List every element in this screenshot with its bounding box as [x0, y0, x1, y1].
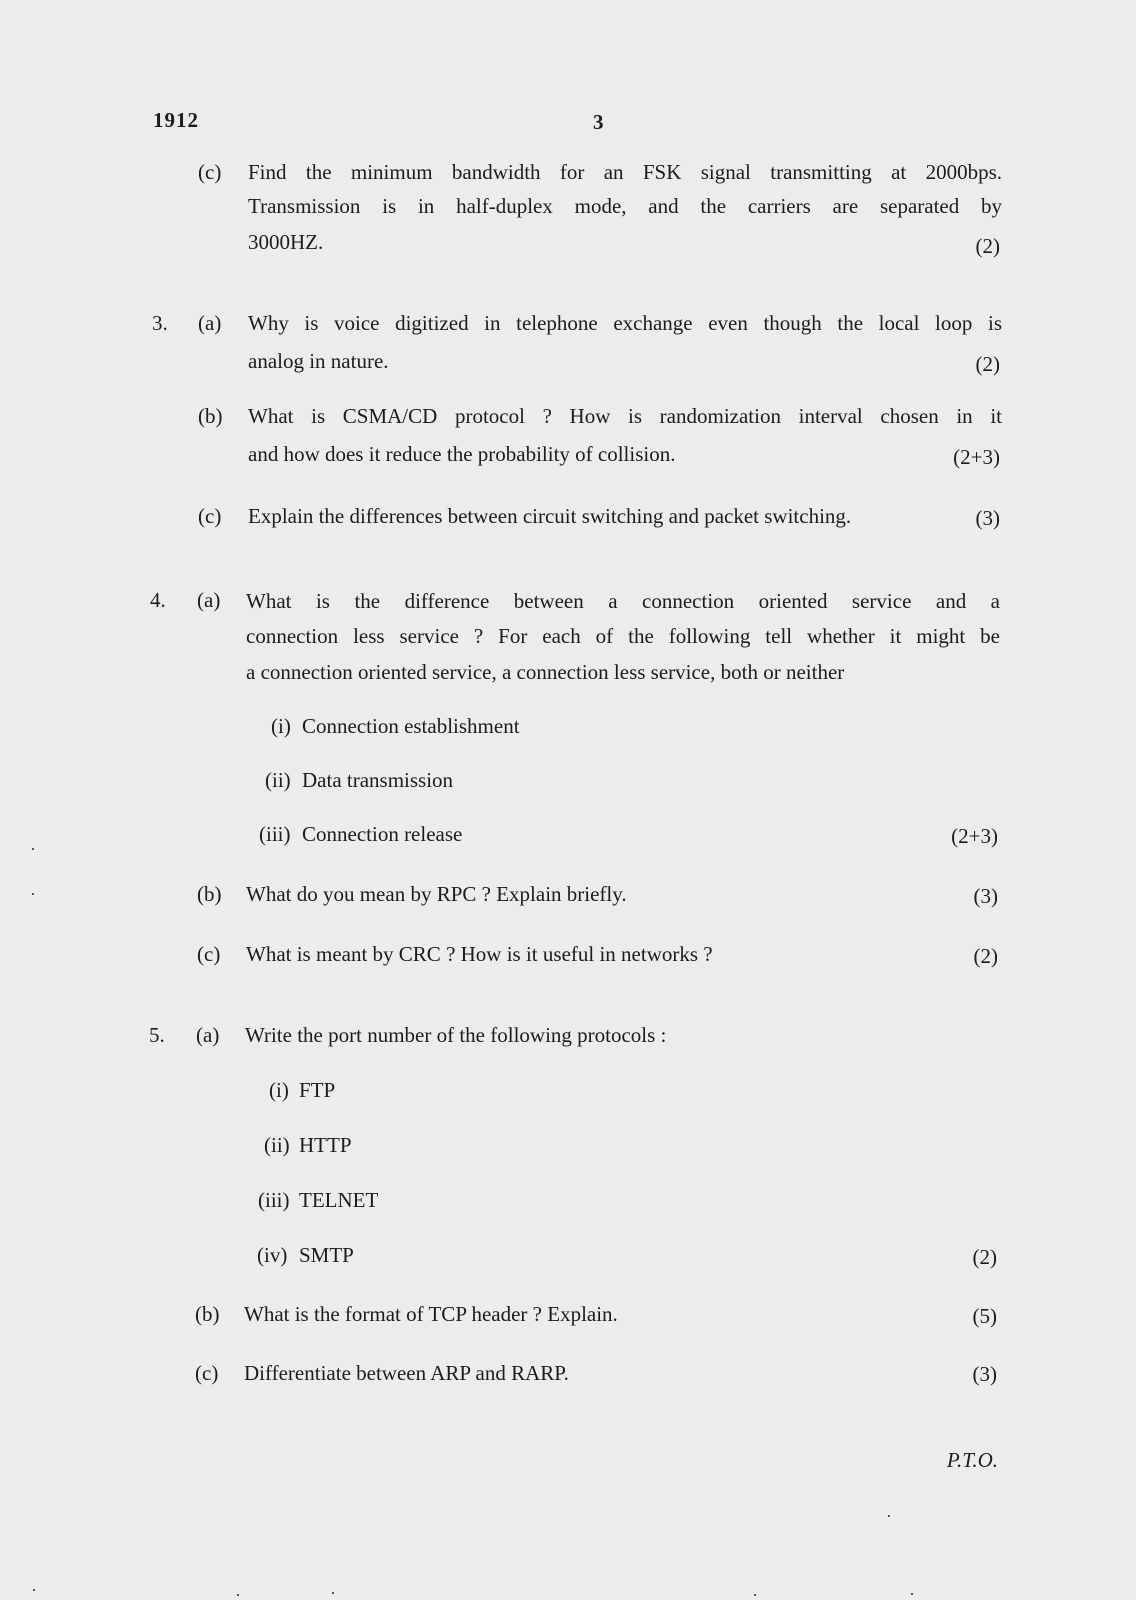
marks: (2+3) — [953, 445, 1000, 469]
part-label: (c) — [198, 160, 222, 184]
question-text-line: Find the minimum bandwidth for an FSK signal transmitting at 2000bps. — [248, 160, 1002, 184]
scan-speck — [32, 848, 34, 850]
part-label: (c) — [195, 1361, 219, 1385]
question-text-line: 3000HZ. — [248, 230, 324, 254]
marks: (5) — [972, 1304, 997, 1328]
part-label: (a) — [196, 1023, 220, 1047]
question-text-line: a connection oriented service, a connection less service, both or neither — [246, 660, 845, 684]
scan-speck — [237, 1594, 239, 1596]
part-label: (b) — [195, 1302, 220, 1326]
scan-speck — [754, 1594, 756, 1596]
question-text-line: and how does it reduce the probability of collision. — [248, 442, 676, 466]
question-text-line: What do you mean by RPC ? Explain briefly. — [246, 882, 627, 906]
scan-speck — [32, 893, 34, 895]
marks: (3) — [975, 506, 1000, 530]
sub-item-text: SMTP — [299, 1243, 354, 1267]
sub-item-label: (i) — [271, 714, 291, 738]
question-number: 4. — [150, 588, 166, 612]
page-header — [153, 108, 993, 138]
question-text-line: Why is voice digitized in telephone exchange even though the local loop is — [248, 311, 1002, 335]
sub-item-text: FTP — [299, 1078, 336, 1102]
sub-item-text: HTTP — [299, 1133, 352, 1157]
question-text-line: What is CSMA/CD protocol ? How is randomization interval chosen in it — [248, 404, 1002, 428]
marks: (2) — [972, 1245, 997, 1269]
sub-item-label: (iii) — [259, 822, 291, 846]
part-label: (a) — [198, 311, 222, 335]
question-text-line: analog in nature. — [248, 349, 389, 373]
part-label: (b) — [198, 404, 223, 428]
paper-code: 1912 — [153, 108, 199, 132]
scan-speck — [911, 1593, 913, 1595]
scan-speck — [888, 1515, 890, 1517]
marks: (2) — [975, 234, 1000, 258]
sub-item-label: (iii) — [258, 1188, 290, 1212]
page-number: 3 — [593, 110, 604, 134]
sub-item-label: (i) — [269, 1078, 289, 1102]
question-text-line: Explain the differences between circuit switching and packet switching. — [248, 504, 852, 528]
marks: (3) — [973, 884, 998, 908]
question-number: 3. — [152, 311, 168, 335]
question-text-line: Write the port number of the following protocols : — [245, 1023, 667, 1047]
sub-item-text: Connection establishment — [302, 714, 520, 738]
part-label: (a) — [197, 588, 221, 612]
question-text-line: Transmission is in half-duplex mode, and the carriers are separated by — [248, 194, 1002, 218]
marks: (3) — [972, 1362, 997, 1386]
scan-speck — [332, 1592, 334, 1594]
sub-item-text: TELNET — [299, 1188, 379, 1212]
part-label: (b) — [197, 882, 222, 906]
question-text-line: What is the format of TCP header ? Explain. — [244, 1302, 618, 1326]
please-turn-over: P.T.O. — [946, 1448, 998, 1472]
sub-item-label: (ii) — [265, 768, 291, 792]
part-label: (c) — [198, 504, 222, 528]
part-label: (c) — [197, 942, 221, 966]
sub-item-text: Data transmission — [302, 768, 454, 792]
sub-item-label: (ii) — [264, 1133, 290, 1157]
marks: (2) — [973, 944, 998, 968]
question-text-line: What is the difference between a connection oriented service and a — [246, 589, 1000, 613]
marks: (2+3) — [951, 824, 998, 848]
question-text-line: What is meant by CRC ? How is it useful in networks ? — [246, 942, 713, 966]
sub-item-label: (iv) — [257, 1243, 288, 1267]
question-text-line: Differentiate between ARP and RARP. — [244, 1361, 569, 1385]
scan-speck — [33, 1589, 35, 1591]
question-number: 5. — [149, 1023, 165, 1047]
sub-item-text: Connection release — [302, 822, 463, 846]
marks: (2) — [975, 352, 1000, 376]
question-text-line: connection less service ? For each of the following tell whether it might be — [246, 624, 1000, 648]
